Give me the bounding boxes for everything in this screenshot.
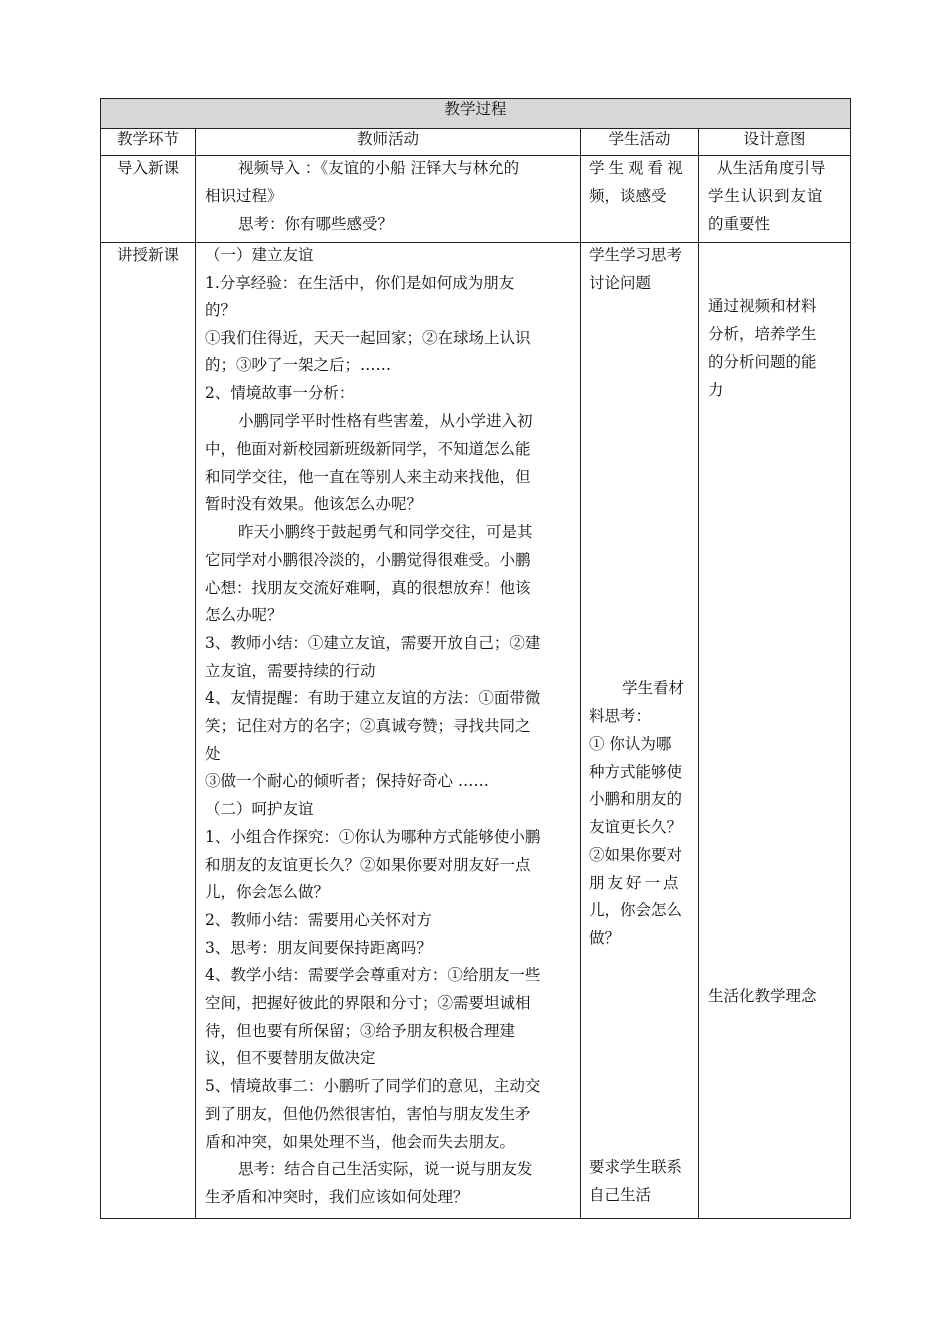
teacher-line: 待，但也要有所保留；③给予朋友积极合理建 xyxy=(205,1022,516,1040)
intent-line: 从生活角度引导 xyxy=(717,159,826,177)
grid-line xyxy=(100,1218,851,1219)
student-line: 频，谈感受 xyxy=(589,187,667,205)
teacher-line: 小鹏同学平时性格有些害羞，从小学进入初 xyxy=(238,412,533,430)
teacher-line: 它同学对小鹏很冷淡的，小鹏觉得很难受。小鹏 xyxy=(205,551,531,569)
teacher-line: 空间，把握好彼此的界限和分寸；②需要坦诚相 xyxy=(205,994,531,1012)
teacher-line: ①我们住得近，天天一起回家；②在球场上认识 xyxy=(205,329,531,347)
intent-line: 力 xyxy=(708,381,724,399)
grid-line xyxy=(698,128,699,1219)
stage-cell: 导入新课 xyxy=(116,159,179,177)
grid-line xyxy=(100,98,851,99)
teacher-line: 1、小组合作探究：①你认为哪种方式能够使小鹏 xyxy=(205,828,541,846)
teacher-line: 暂时没有效果。他该怎么办呢？ xyxy=(205,495,423,513)
grid-line xyxy=(580,128,581,1219)
teacher-line: ③做一个耐心的倾听者；保持好奇心 …… xyxy=(205,772,489,790)
teacher-line: 笑；记住对方的名字；②真诚夸赞；寻找共同之 xyxy=(205,717,531,735)
grid-line xyxy=(100,242,851,243)
student-line: ②如果你要对 xyxy=(589,846,683,864)
teacher-line: 到了朋友，但他仍然很害怕，害怕与朋友发生矛 xyxy=(205,1105,531,1123)
grid-line xyxy=(100,98,101,1219)
student-line: 做？ xyxy=(589,929,621,947)
student-line: 朋友好一点 xyxy=(589,874,682,892)
intent-line: 学生认识到友谊 xyxy=(708,187,824,205)
teacher-line: 处 xyxy=(205,745,221,763)
teacher-line: 思考：结合自己生活实际，说一说与朋友发 xyxy=(238,1160,533,1178)
teacher-line: 3、思考：朋友间要保持距离吗？ xyxy=(205,939,432,957)
teacher-line: 4、教学小结：需要学会尊重对方：①给朋友一些 xyxy=(205,966,541,984)
teacher-line: 3、教师小结：①建立友谊，需要开放自己；②建 xyxy=(205,634,541,652)
header-stage: 教学环节 xyxy=(116,130,179,148)
intent-line: 的分析问题的能 xyxy=(708,353,817,371)
teacher-line: 思考：你有哪些感受？ xyxy=(238,215,394,233)
student-line: 自己生活 xyxy=(589,1186,652,1204)
teacher-line: 盾和冲突，如果处理不当，他会而失去朋友。 xyxy=(205,1133,516,1151)
student-line: 小鹏和朋友的 xyxy=(589,790,683,808)
teacher-line: 1.分享经验：在生活中，你们是如何成为朋友 xyxy=(205,274,515,292)
stage-cell: 讲授新课 xyxy=(116,246,179,264)
teacher-line: 议，但不要替朋友做决定 xyxy=(205,1049,376,1067)
student-line: 友谊更长久？ xyxy=(589,818,683,836)
teacher-line: 2、情境故事一分析： xyxy=(205,384,355,402)
header-student: 学生活动 xyxy=(608,130,671,148)
teacher-line: 视频导入 ：《友谊的小船 汪铎大与林允的 xyxy=(238,159,520,177)
student-line: 学生观看视 xyxy=(589,159,687,177)
teacher-line: 和同学交往，他一直在等别人来主动来找他，但 xyxy=(205,468,531,486)
teacher-line: 心想：找朋友交流好难啊，真的很想放弃！他该 xyxy=(205,579,531,597)
student-line: 种方式能够使 xyxy=(589,763,683,781)
table-title: 教学过程 xyxy=(444,100,507,118)
intent-line: 分析，培养学生 xyxy=(708,325,817,343)
intent-line: 通过视频和材料 xyxy=(708,297,817,315)
header-teacher: 教师活动 xyxy=(356,130,419,148)
teacher-line: 中，他面对新校园新班级新同学，不知道怎么能 xyxy=(205,440,531,458)
teacher-line: 立友谊，需要持续的行动 xyxy=(205,662,376,680)
teacher-line: 2、教师小结：需要用心关怀对方 xyxy=(205,911,432,929)
student-line: 讨论问题 xyxy=(589,274,652,292)
student-line: 学生学习思考 xyxy=(589,246,683,264)
student-line: ① 你认为哪 xyxy=(589,735,672,753)
intent-line: 生活化教学理念 xyxy=(708,987,817,1005)
grid-line xyxy=(100,155,851,156)
teacher-line: 生矛盾和冲突时，我们应该如何处理？ xyxy=(205,1188,469,1206)
intent-line: 的重要性 xyxy=(708,215,771,233)
teacher-line: 的？ xyxy=(205,301,237,319)
teacher-line: 和朋友的友谊更长久？②如果你要对朋友好一点 xyxy=(205,856,531,874)
teacher-line: 昨天小鹏终于鼓起勇气和同学交往，可是其 xyxy=(238,523,533,541)
student-line: 儿，你会怎么 xyxy=(589,901,683,919)
student-line: 学生看材 xyxy=(622,679,685,697)
teacher-line: 4、友情提醒：有助于建立友谊的方法：①面带微 xyxy=(205,689,541,707)
teacher-line: （二）呵护友谊 xyxy=(205,800,314,818)
student-line: 料思考： xyxy=(589,707,652,725)
teacher-line: 儿，你会怎么做？ xyxy=(205,883,330,901)
header-intent: 设计意图 xyxy=(743,130,806,148)
teacher-line: 相识过程》 xyxy=(205,187,283,205)
teacher-line: 怎么办呢？ xyxy=(205,606,283,624)
grid-line xyxy=(195,128,196,1219)
student-line: 要求学生联系 xyxy=(589,1158,683,1176)
teacher-line: （一）建立友谊 xyxy=(205,246,314,264)
grid-line xyxy=(850,98,851,1219)
teacher-line: 5、情境故事二：小鹏听了同学们的意见，主动交 xyxy=(205,1077,541,1095)
teacher-line: 的；③吵了一架之后；…… xyxy=(205,356,392,374)
